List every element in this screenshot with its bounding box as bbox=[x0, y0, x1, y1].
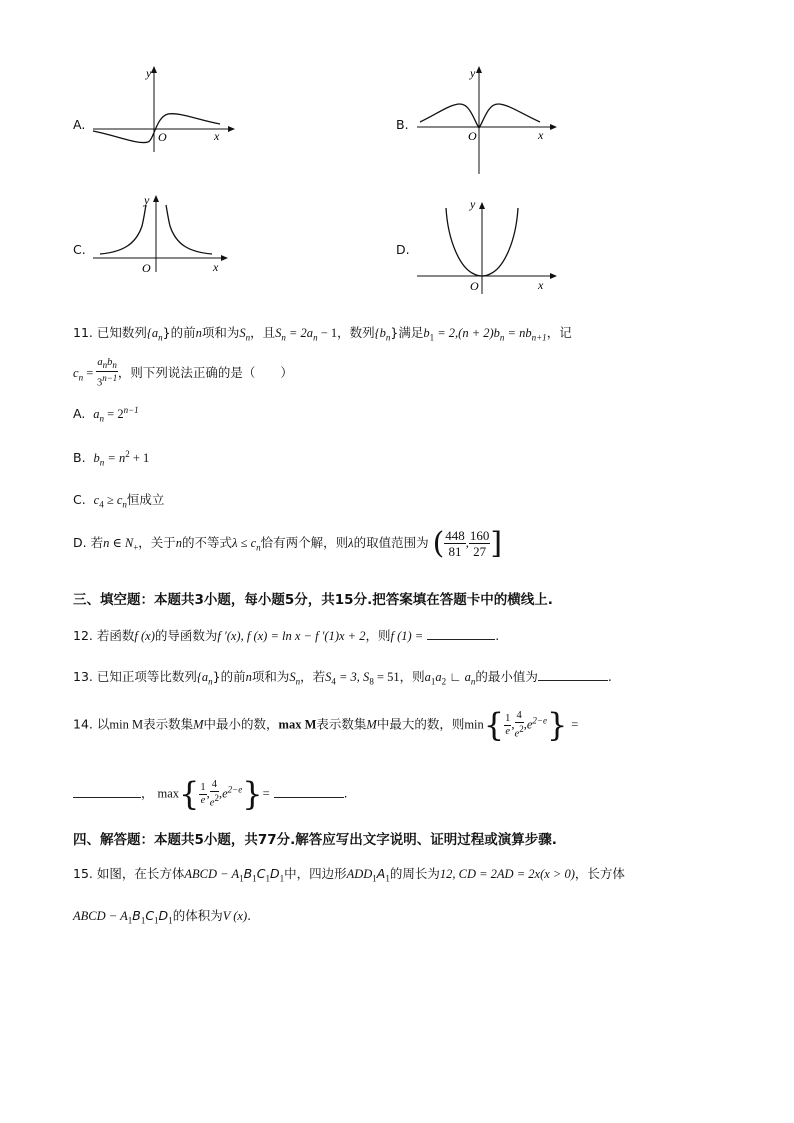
option-d-label: D. bbox=[396, 242, 410, 257]
graph-b-y-label: y bbox=[470, 66, 476, 80]
graph-c-curve-left bbox=[100, 205, 146, 254]
q11-option-b: B. $b_n = n^2 + 1$ bbox=[73, 449, 150, 468]
graph-d-origin-label: O bbox=[470, 279, 479, 293]
q14-line2: ， max{ $\frac{1}{e}$ , $\frac{4}{e^2}$ $,e^{2-e}\}=$ . bbox=[73, 778, 348, 810]
option-b-label: B. bbox=[396, 117, 409, 132]
section-4-heading: 四、解答题：本题共5小题，共77分.解答应写出文字说明、证明过程或演算步骤. bbox=[73, 832, 557, 848]
graph-c-curve-right bbox=[166, 205, 212, 254]
q13-answer-blank[interactable] bbox=[538, 668, 608, 681]
graph-b-origin-label: O bbox=[468, 129, 477, 143]
q11-line2: $c_n$ = $\frac{a_nb_n}{3^{n-1}}$ ，则下列说法正确的是（ ） bbox=[73, 357, 293, 389]
q13: 13. 已知正项等比数列$\{a_n\}$的前n项和为$S_n$，若$S_4 = 3$, $S_8 = 51$，则$a_1a_2$ ∟ $a_n$的最小值为 . bbox=[73, 669, 612, 687]
graph-d-y-label: y bbox=[470, 197, 476, 211]
q11-option-d: D. 若n ∈ $N_+$，关于n的不等式$\lambda \le c_n$恰有两个解，则λ的取值范围为 ( $\frac{448}{81}$ , $\frac{160}{27}$ ] bbox=[73, 525, 503, 561]
graph-a-curve bbox=[93, 114, 220, 143]
q14-min-answer-blank[interactable] bbox=[73, 785, 141, 798]
graph-a bbox=[88, 62, 238, 154]
option-c-label: C. bbox=[73, 242, 86, 257]
graph-a-origin-label: O bbox=[158, 130, 167, 144]
graph-d bbox=[412, 196, 557, 296]
q12-answer-blank[interactable] bbox=[427, 627, 495, 640]
graph-a-y-label: y bbox=[146, 66, 152, 80]
q14-max-answer-blank[interactable] bbox=[274, 785, 344, 798]
graph-c-origin-label: O bbox=[142, 261, 151, 273]
q11-cn-fraction: $\frac{a_nb_n}{3^{n-1}}$ bbox=[96, 357, 118, 389]
option-a-label: A. bbox=[73, 117, 86, 132]
graph-b bbox=[412, 62, 557, 177]
q11-line1: 11. 已知数列$\{a_n\}$的前n项和为$S_n$，且$S_n = 2a_n - 1$，数列$\{b_n\}$满足$b_1 = 2,(n + 2)b_n = nb_{n+1}$，记 bbox=[73, 325, 572, 343]
q11-option-c: C. $c_4 \ge c_n$恒成立 bbox=[73, 492, 165, 510]
section-3-heading: 三、填空题：本题共3小题，每小题5分，共15分.把答案填在答题卡中的横线上. bbox=[73, 592, 553, 608]
graph-a-x-label: x bbox=[214, 129, 220, 143]
graph-c-y-label: y bbox=[144, 193, 150, 207]
q15-line2: ABCD − $A_1B_1C_1D_1$的体积为V (x). bbox=[73, 908, 252, 926]
graph-d-x-label: x bbox=[538, 278, 544, 292]
q12: 12. 若函数f (x)的导函数为f ′(x), f (x) = ln x − f ′(1)x + 2，则f (1) = . bbox=[73, 628, 500, 643]
q11-option-a: A. $a_n = 2^{n-1}$ bbox=[73, 405, 139, 424]
q14-line1: 14. 以min M表示数集M中最小的数，max M表示数集M中最大的数，则min{ $\frac{1}{e}$ , $\frac{4}{e^2}$ $,e^{2-e}$} = bbox=[73, 706, 579, 744]
graph-c bbox=[88, 188, 228, 273]
q15-line1: 15. 如图，在长方体ABCD − $A_1B_1C_1D_1$中，四边形$ADD_1A_1$的周长为12, CD = 2AD = 2x(x > 0)，长方体 bbox=[73, 866, 625, 884]
graph-b-curve bbox=[420, 104, 540, 128]
graph-b-x-label: x bbox=[538, 128, 544, 142]
graph-c-x-label: x bbox=[213, 260, 219, 273]
